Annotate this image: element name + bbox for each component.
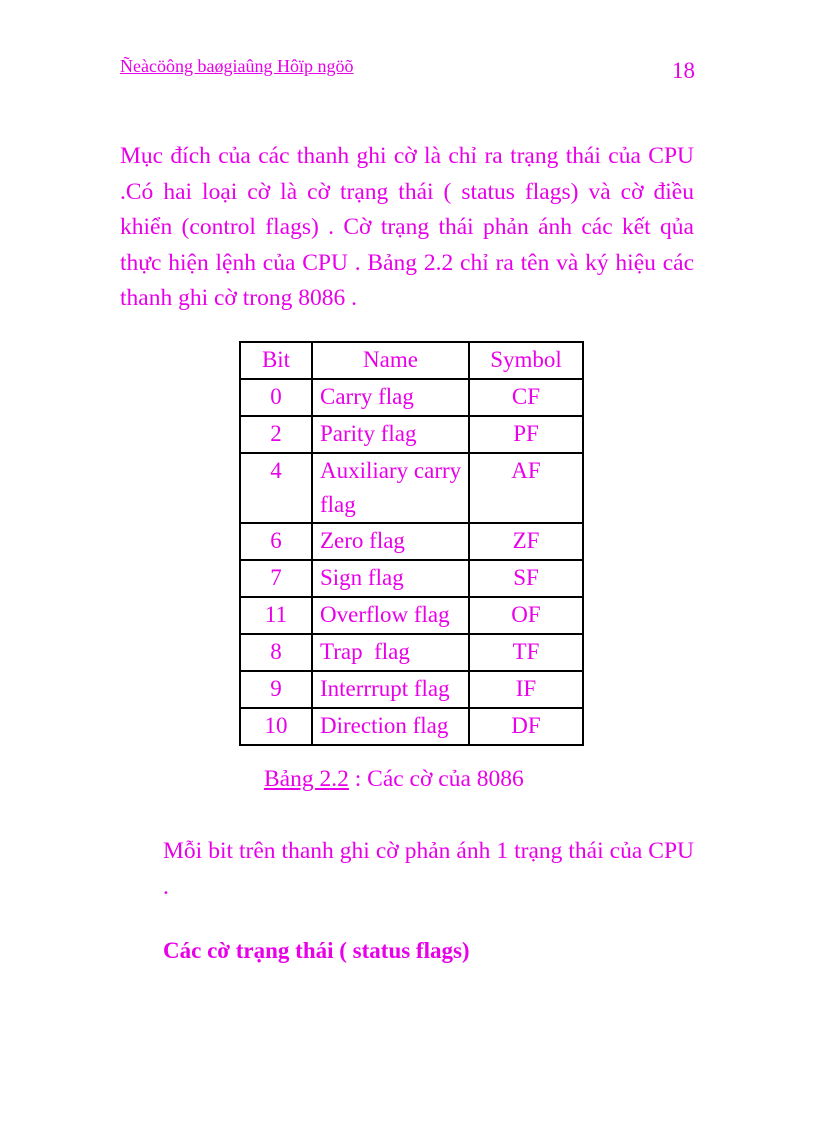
page-number: 18 — [672, 58, 695, 83]
name-cell: Trap flag — [312, 634, 469, 671]
name-cell: Interrrupt flag — [312, 671, 469, 708]
table-caption — [264, 766, 524, 793]
table-row — [240, 379, 583, 416]
name-cell: Direction flag — [312, 708, 469, 745]
symbol-cell: OF — [469, 597, 583, 634]
name-cell: Sign flag — [312, 560, 469, 597]
column-header-symbol: Symbol — [469, 342, 583, 379]
running-header: Ñeàcöông baøgiaûng Hôïp ngöõ — [120, 56, 354, 76]
bit-cell: 7 — [240, 560, 312, 597]
table-row — [240, 597, 583, 634]
body-paragraph: Mỗi bit trên thanh ghi cờ phản ánh 1 trạng thái của CPU . — [163, 838, 694, 900]
name-cell: Zero flag — [312, 523, 469, 560]
intro-paragraph: Mục đích của các thanh ghi cờ là chỉ ra trạng thái của CPU .Có hai loại cờ là cờ trạng thái ( status flags) và cờ điều khiển (control flags) . Cờ trạng thái phản ánh các kết qủa thực hiện lệnh của CPU . Bảng 2.2 chỉ ra tên và ký hiệu các thanh ghi cờ trong 8086 . — [120, 143, 694, 311]
bit-cell: 8 — [240, 634, 312, 671]
flags-table — [239, 341, 584, 746]
table-row — [240, 708, 583, 745]
symbol-cell: SF — [469, 560, 583, 597]
symbol-cell: DF — [469, 708, 583, 745]
bit-cell: 11 — [240, 597, 312, 634]
column-header-name: Name — [312, 342, 469, 379]
section-heading: Các cờ trạng thái ( status flags) — [163, 938, 470, 963]
symbol-cell: TF — [469, 634, 583, 671]
table-header-row — [240, 342, 583, 379]
table-row — [240, 453, 583, 523]
bit-cell: 6 — [240, 523, 312, 560]
caption-text: : Các cờ của 8086 — [348, 766, 524, 792]
symbol-cell: IF — [469, 671, 583, 708]
name-cell: Overflow flag — [312, 597, 469, 634]
bit-cell: 10 — [240, 708, 312, 745]
bit-cell: 2 — [240, 416, 312, 453]
name-cell: Auxiliary carry flag — [312, 453, 469, 523]
bit-cell: 0 — [240, 379, 312, 416]
caption-label: Bảng 2.2 — [264, 766, 349, 792]
column-header-bit: Bit — [240, 342, 312, 379]
bit-cell: 4 — [240, 453, 312, 523]
table-row — [240, 523, 583, 560]
name-cell: Parity flag — [312, 416, 469, 453]
symbol-cell: PF — [469, 416, 583, 453]
name-cell: Carry flag — [312, 379, 469, 416]
bit-cell: 9 — [240, 671, 312, 708]
symbol-cell: CF — [469, 379, 583, 416]
table-row — [240, 416, 583, 453]
symbol-cell: AF — [469, 453, 583, 523]
table-row — [240, 671, 583, 708]
symbol-cell: ZF — [469, 523, 583, 560]
table-row — [240, 560, 583, 597]
table-row — [240, 634, 583, 671]
